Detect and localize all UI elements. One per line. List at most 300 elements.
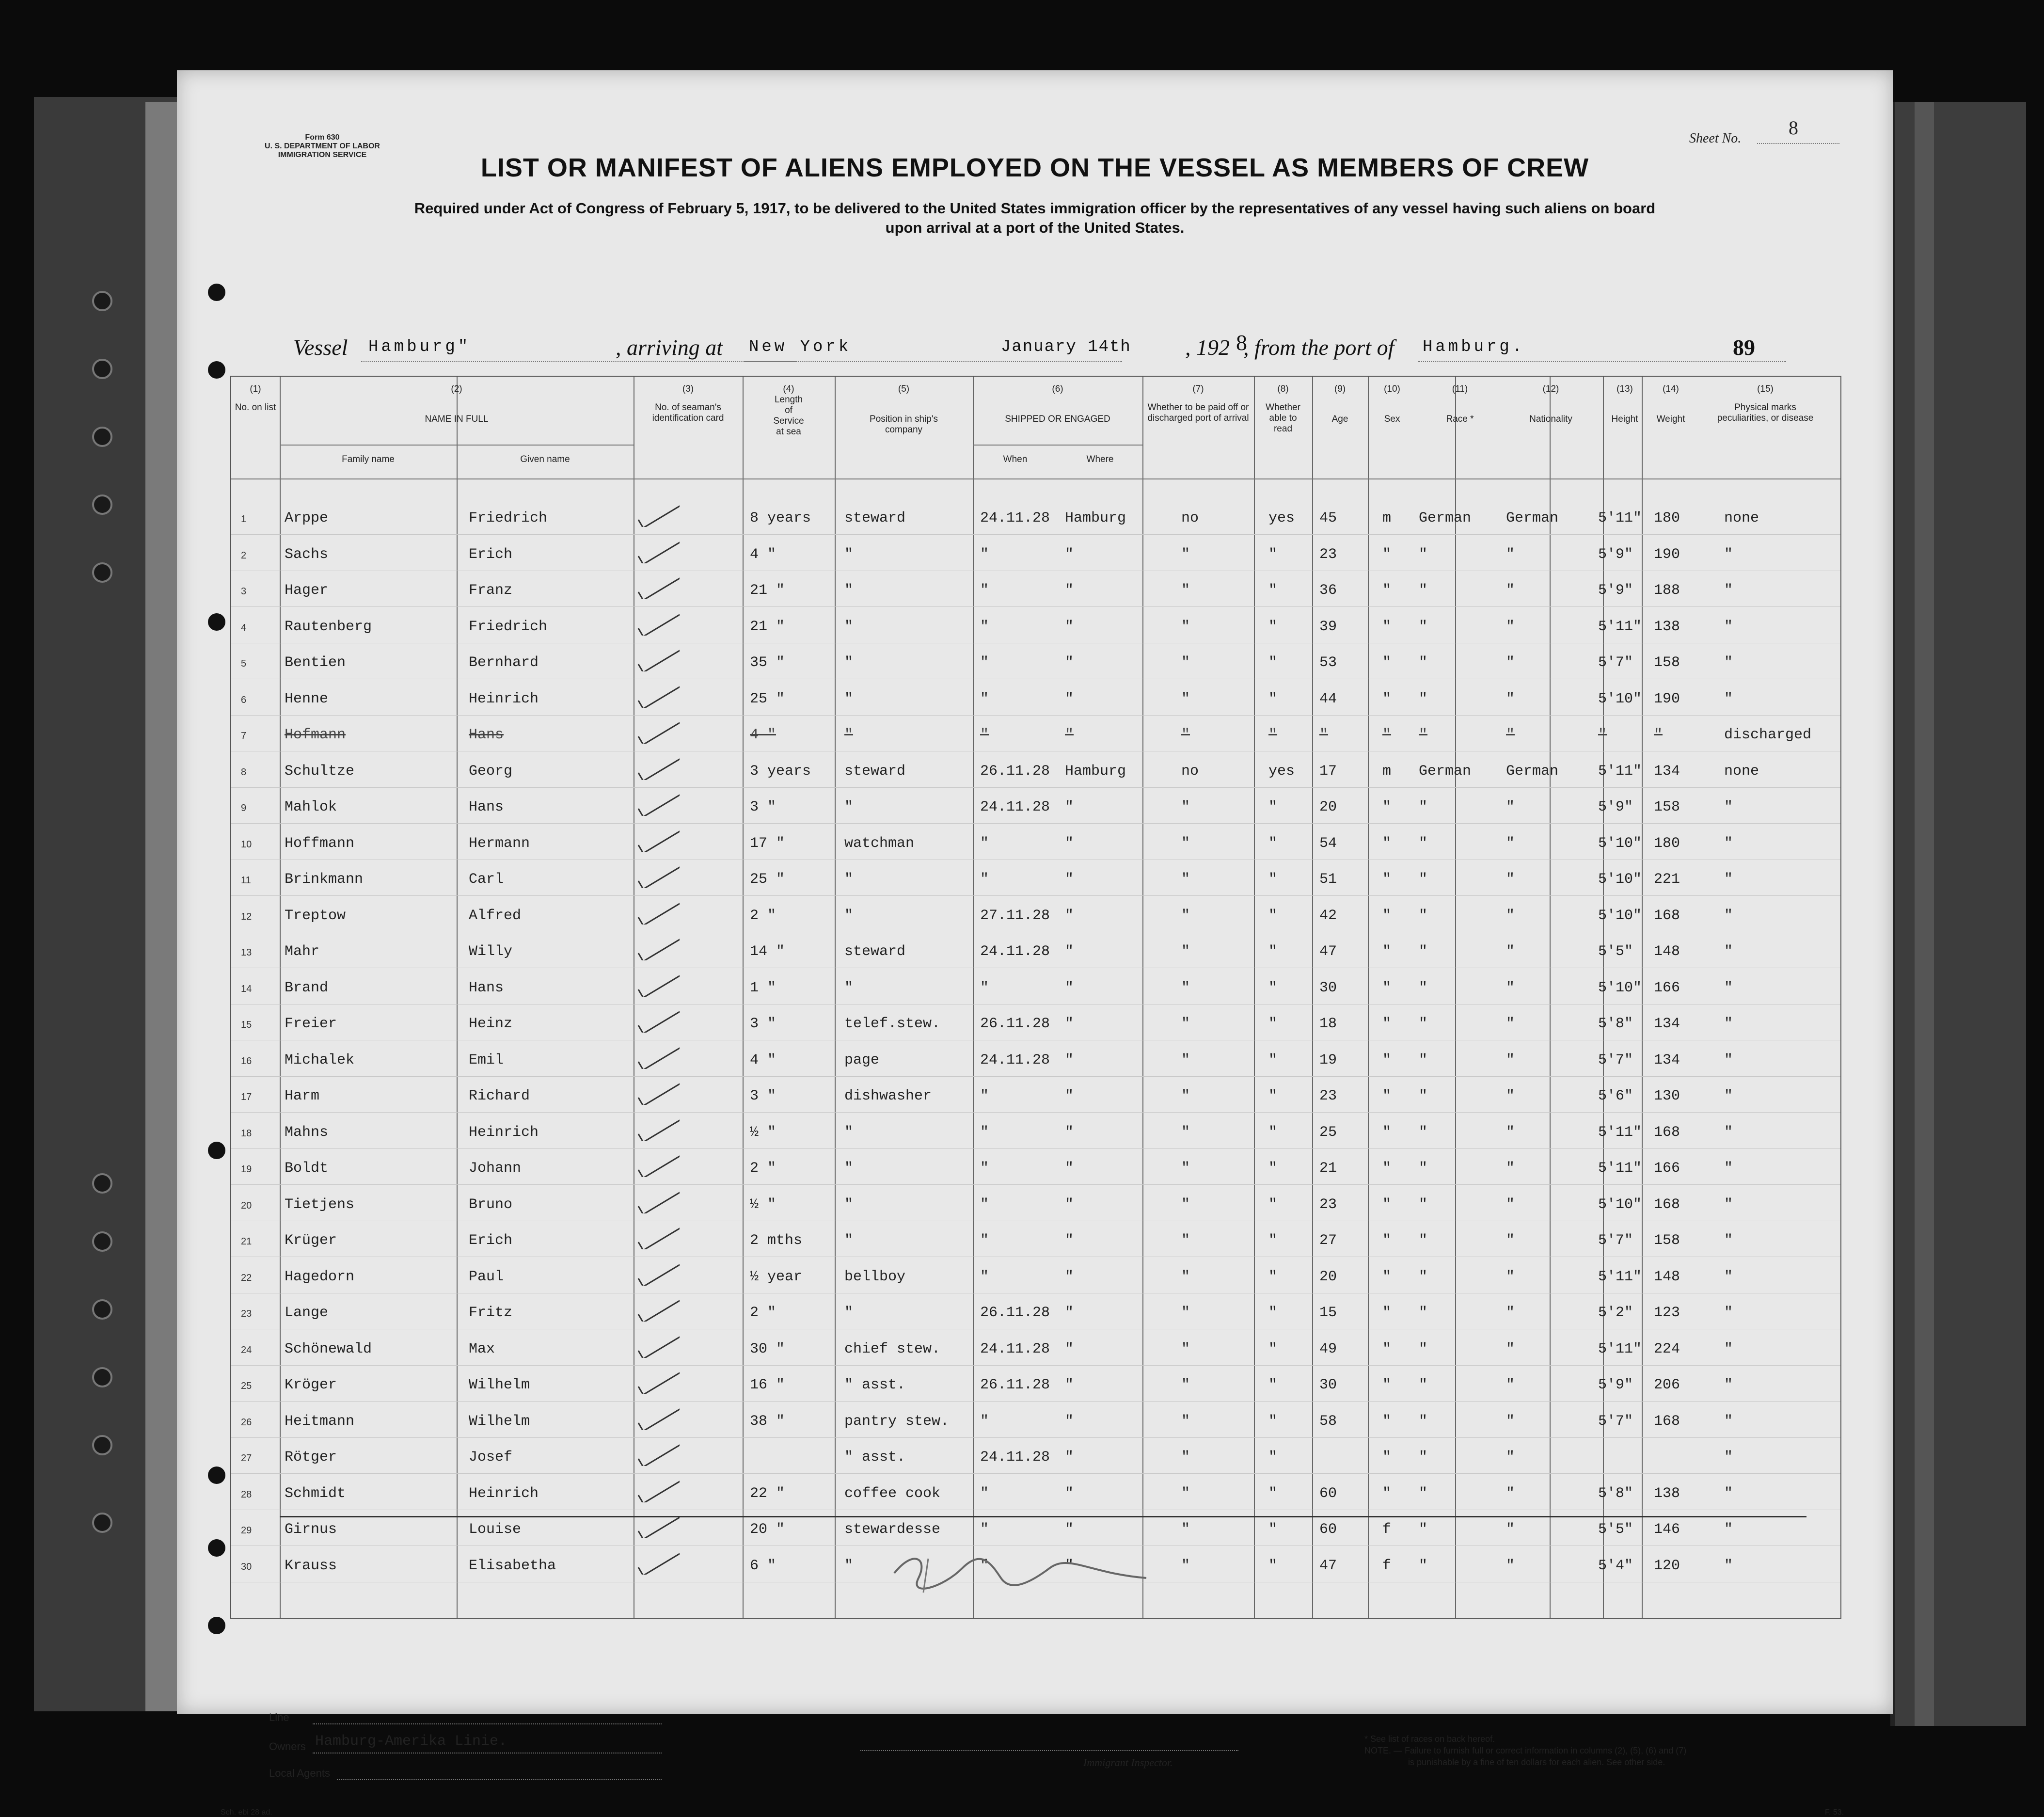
cell-given: Bernhard — [469, 654, 539, 671]
cell-sex: " — [1382, 1305, 1392, 1321]
cell-where: " — [1065, 835, 1074, 852]
subtitle — [274, 199, 1796, 238]
cell-where: " — [1065, 979, 1074, 996]
cell-marks: " — [1724, 1413, 1733, 1430]
checkmark-icon — [636, 1546, 680, 1575]
cell-where: " — [1065, 1485, 1074, 1502]
cell-where: " — [1065, 1305, 1074, 1321]
cell-when: 26.11.28 — [980, 763, 1050, 780]
vessel-name: Hamburg" — [368, 338, 471, 356]
cell-marks: " — [1724, 654, 1733, 671]
cell-weight: 158 — [1654, 1232, 1680, 1249]
cell-no: 7 — [241, 731, 247, 741]
cell-where: " — [1065, 1232, 1074, 1249]
punch-hole — [208, 284, 225, 301]
cell-where: " — [1065, 727, 1074, 743]
cell-position: " — [844, 907, 854, 924]
cell-read: " — [1268, 799, 1278, 815]
cell-age: " — [1319, 727, 1329, 743]
cell-paid: " — [1181, 1449, 1190, 1466]
cell-nat: " — [1506, 1449, 1515, 1466]
binder-strip — [145, 102, 179, 1711]
checkmark-icon — [636, 823, 680, 852]
cell-no: 24 — [241, 1344, 252, 1355]
cell-weight: 134 — [1654, 763, 1680, 780]
cell-family: Brinkmann — [285, 871, 364, 888]
cell-height: 5'10" — [1598, 871, 1642, 888]
cell-nat: " — [1506, 690, 1515, 707]
cell-read: " — [1268, 1016, 1278, 1032]
cell-when: " — [980, 1196, 989, 1213]
cell-paid: " — [1181, 979, 1190, 996]
cell-read: " — [1268, 1268, 1278, 1285]
cell-weight: 180 — [1654, 835, 1680, 852]
cell-nat: " — [1506, 1016, 1515, 1032]
cell-read: " — [1268, 582, 1278, 599]
cell-family: Henne — [285, 690, 329, 707]
cell-race: " — [1419, 1124, 1428, 1141]
cell-when: " — [980, 1521, 989, 1538]
cell-given: Erich — [469, 546, 513, 563]
cell-read: " — [1268, 1052, 1278, 1068]
cell-position: stewardesse — [844, 1521, 941, 1538]
col13-number: (13) — [1616, 384, 1633, 394]
cell-where: " — [1065, 1016, 1074, 1032]
form-code: F. 53. — [1825, 1808, 1844, 1817]
cell-sex: m — [1382, 763, 1392, 780]
cell-sex: " — [1382, 1413, 1392, 1430]
cell-paid: " — [1181, 654, 1190, 671]
cell-paid: " — [1181, 1413, 1190, 1430]
cell-marks: " — [1724, 1557, 1733, 1574]
form-number: Form 630 — [305, 133, 340, 142]
cell-height: 5'7" — [1598, 1413, 1633, 1430]
col2-number: (2) — [451, 384, 462, 394]
cell-weight: 120 — [1654, 1557, 1680, 1574]
col3-header: No. of seaman's identification card — [652, 402, 724, 423]
cell-read: " — [1268, 1340, 1278, 1357]
cell-age: 51 — [1319, 871, 1337, 888]
col10-header: Sex — [1384, 414, 1400, 424]
cell-marks: " — [1724, 618, 1733, 635]
cell-marks: none — [1724, 763, 1759, 780]
cell-nat: " — [1506, 979, 1515, 996]
punch-hole — [208, 1539, 225, 1557]
cell-given: Friedrich — [469, 618, 548, 635]
arrival-date: January 14th — [1001, 338, 1131, 356]
cell-sex: f — [1382, 1521, 1392, 1538]
cell-family: Hager — [285, 582, 329, 599]
cell-no: 26 — [241, 1417, 252, 1428]
cell-where: " — [1065, 654, 1074, 671]
cell-when: " — [980, 871, 989, 888]
cell-height: 5'7" — [1598, 1052, 1633, 1068]
cell-race: " — [1419, 1557, 1428, 1574]
cell-nat: " — [1506, 1052, 1515, 1068]
cell-marks: " — [1724, 1521, 1733, 1538]
cell-service: 3 " — [750, 799, 776, 815]
cell-marks: " — [1724, 1268, 1733, 1285]
print-code: Sch. ebi 28 ad. — [221, 1808, 272, 1817]
cell-read: " — [1268, 1521, 1278, 1538]
cell-family: Tietjens — [285, 1196, 355, 1213]
cell-nat: " — [1506, 1485, 1515, 1502]
cell-race: " — [1419, 1413, 1428, 1430]
cell-height: 5'11" — [1598, 763, 1642, 780]
cell-marks: " — [1724, 943, 1733, 960]
cell-where: " — [1065, 1377, 1074, 1393]
cell-position: telef.stew. — [844, 1016, 941, 1032]
cell-given: Hans — [469, 799, 504, 815]
cell-paid: " — [1181, 582, 1190, 599]
cell-when: " — [980, 546, 989, 563]
cell-height: 5'11" — [1598, 1124, 1642, 1141]
subtitle-line-2: upon arrival at a port of the United States. — [885, 219, 1185, 236]
cell-weight: 138 — [1654, 1485, 1680, 1502]
end-rule — [280, 1516, 1806, 1517]
cell-nat: " — [1506, 907, 1515, 924]
cell-no: 5 — [241, 658, 247, 669]
cell-read: " — [1268, 979, 1278, 996]
cell-weight: 188 — [1654, 582, 1680, 599]
cell-when: " — [980, 690, 989, 707]
cell-weight: 168 — [1654, 1413, 1680, 1430]
cell-nat: " — [1506, 871, 1515, 888]
cell-where: " — [1065, 943, 1074, 960]
cell-where: " — [1065, 690, 1074, 707]
cell-height: 5'9" — [1598, 582, 1633, 599]
cell-family: Heitmann — [285, 1413, 355, 1430]
cell-where: Hamburg — [1065, 510, 1126, 526]
cell-position: " — [844, 727, 854, 743]
cell-weight: 190 — [1654, 690, 1680, 707]
cell-race: " — [1419, 1088, 1428, 1104]
cell-position: " asst. — [844, 1449, 906, 1466]
cell-race: " — [1419, 1160, 1428, 1177]
cell-position: " — [844, 799, 854, 815]
cell-sex: f — [1382, 1557, 1392, 1574]
cell-paid: " — [1181, 1124, 1190, 1141]
cell-position: " — [844, 1305, 854, 1321]
cell-paid: " — [1181, 1305, 1190, 1321]
cell-race: " — [1419, 727, 1428, 743]
cell-height: 5'10" — [1598, 690, 1642, 707]
cell-service: 2 " — [750, 1305, 776, 1321]
cell-sex: " — [1382, 1088, 1392, 1104]
cell-sex: " — [1382, 1340, 1392, 1357]
cell-read: " — [1268, 943, 1278, 960]
cell-where: " — [1065, 1521, 1074, 1538]
checkmark-icon — [636, 787, 680, 816]
cell-position: coffee cook — [844, 1485, 941, 1502]
cell-race: " — [1419, 799, 1428, 815]
cell-family: Krüger — [285, 1232, 337, 1249]
cell-race: " — [1419, 1196, 1428, 1213]
cell-sex: " — [1382, 871, 1392, 888]
cell-position: page — [844, 1052, 880, 1068]
cell-paid: " — [1181, 835, 1190, 852]
col3-number: (3) — [682, 384, 694, 394]
punch-hole — [208, 1617, 225, 1634]
local-agents-label: Local Agents — [269, 1767, 330, 1779]
cell-read: " — [1268, 727, 1278, 743]
cell-read: " — [1268, 907, 1278, 924]
owners-label: Owners — [269, 1740, 306, 1753]
year-digit: 8 — [1236, 330, 1247, 355]
cell-no: 18 — [241, 1128, 252, 1139]
cell-nat: " — [1506, 943, 1515, 960]
cell-nat: " — [1506, 1521, 1515, 1538]
cell-height: 5'5" — [1598, 943, 1633, 960]
cell-no: 25 — [241, 1381, 252, 1391]
cell-age: 15 — [1319, 1305, 1337, 1321]
cell-given: Hans — [469, 727, 504, 743]
checkmark-icon — [636, 1292, 680, 1322]
owners-value: Hamburg-Amerika Linie. — [315, 1733, 507, 1750]
cell-family: Hoffmann — [285, 835, 355, 852]
cell-position: steward — [844, 943, 906, 960]
cell-height: 5'9" — [1598, 799, 1633, 815]
cell-age: 20 — [1319, 799, 1337, 815]
footer-notes — [1364, 1733, 1686, 1768]
binder-hole — [92, 1435, 112, 1455]
cell-paid: " — [1181, 727, 1190, 743]
cell-marks: " — [1724, 1052, 1733, 1068]
cell-when: " — [980, 835, 989, 852]
cell-position: " — [844, 1557, 854, 1574]
cell-race: " — [1419, 1016, 1428, 1032]
cell-where: " — [1065, 1052, 1074, 1068]
cell-service: 16 " — [750, 1377, 785, 1393]
cell-given: Josef — [469, 1449, 513, 1466]
cell-no: 19 — [241, 1164, 252, 1175]
cell-family: Boldt — [285, 1160, 329, 1177]
cell-race: " — [1419, 907, 1428, 924]
cell-position: chief stew. — [844, 1340, 941, 1357]
cell-when: 24.11.28 — [980, 1052, 1050, 1068]
cell-position: " — [844, 979, 854, 996]
from-label: , from the port of — [1243, 335, 1394, 360]
col12-number: (12) — [1542, 384, 1559, 394]
cell-no: 15 — [241, 1020, 252, 1030]
cell-sex: " — [1382, 582, 1392, 599]
cell-read: " — [1268, 1413, 1278, 1430]
cell-race: " — [1419, 1232, 1428, 1249]
inspector-label: Immigrant Inspector. — [1083, 1756, 1173, 1769]
cell-position: " — [844, 582, 854, 599]
col14-number: (14) — [1663, 384, 1679, 394]
cell-given: Elisabetha — [469, 1557, 556, 1574]
cell-height: 5'10" — [1598, 907, 1642, 924]
service: IMMIGRATION SERVICE — [278, 151, 367, 159]
cell-service: 25 " — [750, 871, 785, 888]
cell-family: Hofmann — [285, 727, 346, 743]
cell-age: 53 — [1319, 654, 1337, 671]
cell-service: 3 " — [750, 1088, 776, 1104]
cell-when: " — [980, 1232, 989, 1249]
col5-header: Position in ship's company — [870, 414, 938, 435]
cell-where: " — [1065, 1124, 1074, 1141]
cell-marks: " — [1724, 1160, 1733, 1177]
cell-weight: 123 — [1654, 1305, 1680, 1321]
cell-position: " — [844, 871, 854, 888]
cell-sex: " — [1382, 835, 1392, 852]
cell-race: " — [1419, 1521, 1428, 1538]
checkmark-icon — [636, 1365, 680, 1394]
cell-age: 44 — [1319, 690, 1337, 707]
binder-hole — [92, 291, 112, 311]
cell-nat: " — [1506, 727, 1515, 743]
cell-weight: 180 — [1654, 510, 1680, 526]
cell-given: Heinrich — [469, 1485, 539, 1502]
cell-when: " — [980, 1413, 989, 1430]
cell-service: 30 " — [750, 1340, 785, 1357]
checkmark-icon — [636, 1220, 680, 1249]
cell-read: yes — [1268, 510, 1295, 526]
cell-nat: " — [1506, 1088, 1515, 1104]
cell-sex: " — [1382, 1052, 1392, 1068]
cell-sex: " — [1382, 1377, 1392, 1393]
cell-height: 5'9" — [1598, 546, 1633, 563]
cell-service: 8 years — [750, 510, 811, 526]
cell-age: 23 — [1319, 1088, 1337, 1104]
cell-given: Willy — [469, 943, 513, 960]
binder-hole — [92, 562, 112, 583]
cell-given: Max — [469, 1340, 495, 1357]
cell-service: 21 " — [750, 618, 785, 635]
cell-weight: 138 — [1654, 618, 1680, 635]
checkmark-icon — [636, 534, 680, 563]
cell-nat: " — [1506, 1232, 1515, 1249]
cell-family: Michalek — [285, 1052, 355, 1068]
checkmark-icon — [636, 1004, 680, 1033]
cell-family: Lange — [285, 1305, 329, 1321]
cell-marks: " — [1724, 1340, 1733, 1357]
col6b-header: Where — [1086, 454, 1114, 464]
cell-paid: " — [1181, 799, 1190, 815]
cell-service: 4 " — [750, 727, 776, 743]
cell-paid: " — [1181, 1160, 1190, 1177]
col4-header: Length of Service at sea — [773, 395, 804, 437]
cell-marks: " — [1724, 1232, 1733, 1249]
checkmark-icon — [636, 1184, 680, 1213]
cell-position: watchman — [844, 835, 915, 852]
cell-service: 3 years — [750, 763, 811, 780]
cell-race: " — [1419, 546, 1428, 563]
cell-where: " — [1065, 582, 1074, 599]
cell-sex: " — [1382, 690, 1392, 707]
cell-service: 4 " — [750, 1052, 776, 1068]
cell-service: ½ " — [750, 1124, 776, 1141]
col11-number: (11) — [1452, 384, 1468, 394]
cell-sex: " — [1382, 907, 1392, 924]
cell-height: 5'7" — [1598, 1232, 1633, 1249]
cell-race: " — [1419, 618, 1428, 635]
cell-given: Bruno — [469, 1196, 513, 1213]
cell-when: 24.11.28 — [980, 1340, 1050, 1357]
cell-paid: " — [1181, 943, 1190, 960]
cell-service: 35 " — [750, 654, 785, 671]
binder-hole — [92, 1299, 112, 1320]
cell-nat: " — [1506, 618, 1515, 635]
cell-family: Bentien — [285, 654, 346, 671]
cell-family: Mahr — [285, 943, 320, 960]
cell-height: 5'8" — [1598, 1016, 1633, 1032]
cell-age: 47 — [1319, 1557, 1337, 1574]
cell-weight: 190 — [1654, 546, 1680, 563]
cell-paid: " — [1181, 1485, 1190, 1502]
cell-no: 1 — [241, 514, 247, 525]
cell-sex: " — [1382, 618, 1392, 635]
cell-where: " — [1065, 799, 1074, 815]
cell-paid: " — [1181, 1268, 1190, 1285]
cell-nat: " — [1506, 1160, 1515, 1177]
cell-race: " — [1419, 1485, 1428, 1502]
cell-age: 58 — [1319, 1413, 1337, 1430]
cell-read: " — [1268, 1449, 1278, 1466]
checkmark-icon — [636, 1257, 680, 1286]
cell-where: Hamburg — [1065, 763, 1126, 780]
list-number: 89 — [1733, 335, 1755, 360]
cell-family: Treptow — [285, 907, 346, 924]
checkmark-icon — [636, 498, 680, 527]
cell-age: 30 — [1319, 979, 1337, 996]
binder-hole — [92, 359, 112, 379]
cell-read: " — [1268, 1485, 1278, 1502]
cell-weight: 224 — [1654, 1340, 1680, 1357]
cell-given: Heinz — [469, 1016, 513, 1032]
checkmark-icon — [636, 859, 680, 888]
cell-when: 24.11.28 — [980, 510, 1050, 526]
cell-age: 60 — [1319, 1521, 1337, 1538]
cell-service: 21 " — [750, 582, 785, 599]
cell-when: 24.11.28 — [980, 1449, 1050, 1466]
cell-given: Emil — [469, 1052, 504, 1068]
col1-number: (1) — [250, 384, 261, 394]
punch-hole — [208, 613, 225, 631]
col8-number: (8) — [1277, 384, 1289, 394]
cell-given: Georg — [469, 763, 513, 780]
cell-race: " — [1419, 871, 1428, 888]
cell-marks: discharged — [1724, 727, 1812, 743]
from-port-line — [1418, 361, 1786, 362]
cell-given: Fritz — [469, 1305, 513, 1321]
cell-paid: " — [1181, 1052, 1190, 1068]
cell-marks: " — [1724, 907, 1733, 924]
port-line — [744, 361, 1122, 362]
manifest-sheet — [177, 70, 1893, 1817]
cell-sex: m — [1382, 510, 1392, 526]
cell-paid: " — [1181, 546, 1190, 563]
cell-where: " — [1065, 1160, 1074, 1177]
cell-race: German — [1419, 510, 1472, 526]
cell-paid: " — [1181, 1016, 1190, 1032]
cell-weight: 221 — [1654, 871, 1680, 888]
cell-paid: " — [1181, 1377, 1190, 1393]
cell-height: 5'6" — [1598, 1088, 1633, 1104]
cell-when: " — [980, 1268, 989, 1285]
cell-nat: " — [1506, 1377, 1515, 1393]
note-1: NOTE. — Failure to furnish full or correct information in columns (2), (5), (6) and (7) — [1364, 1746, 1687, 1755]
col13-header: Height — [1611, 414, 1638, 424]
cell-service: 2 " — [750, 907, 776, 924]
checkmark-icon — [636, 1112, 680, 1141]
cell-age: 30 — [1319, 1377, 1337, 1393]
cell-sex: " — [1382, 546, 1392, 563]
cell-paid: " — [1181, 907, 1190, 924]
note-2: is punishable by a fine of ten dollars for each alien. See other side. — [1408, 1757, 1665, 1767]
cell-weight: 168 — [1654, 1124, 1680, 1141]
